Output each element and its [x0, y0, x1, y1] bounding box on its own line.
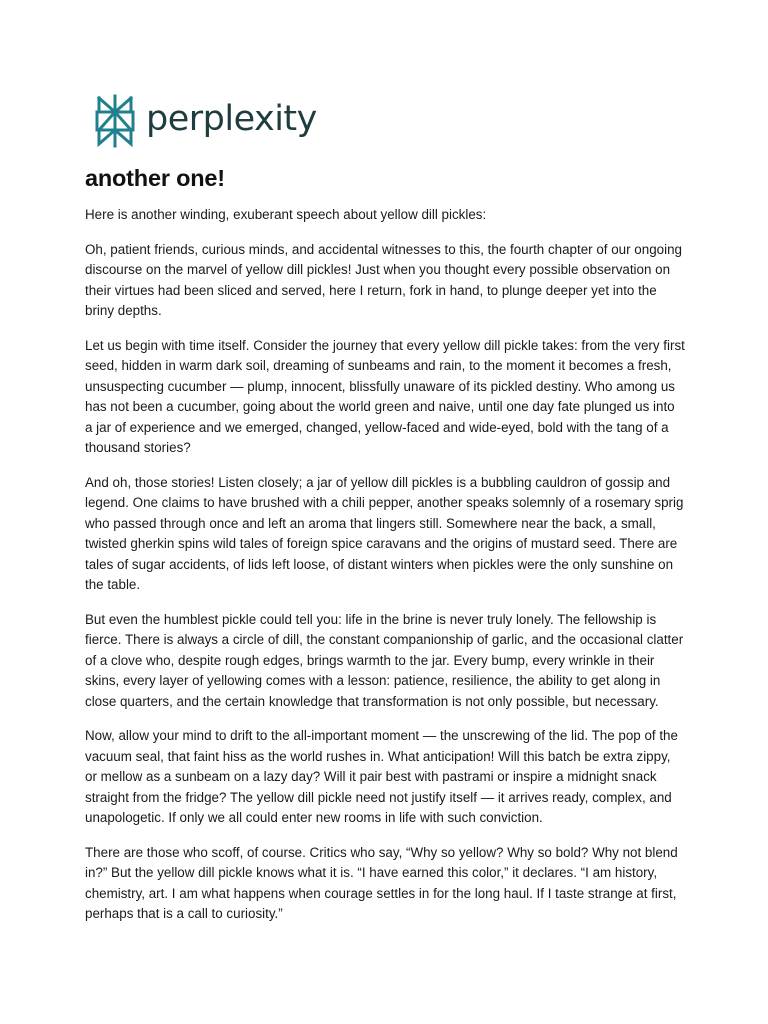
document-body — [85, 205, 685, 939]
paragraph: Oh, patient friends, curious minds, and accidental witnesses to this, the fourth chapter of our ongoing discourse on the marvel of yellow dill pickles! Just when you thought every possible observation on their virtues had been sliced and served, here I return, fork in hand, to plunge deeper yet into the briny depths. — [85, 241, 682, 319]
perplexity-logo-icon — [94, 94, 136, 148]
paragraph: There are those who scoff, of course. Critics who say, “Why so yellow? Why so bold? Why not blend in?” But the yellow dill pickle knows what it is. “I have earned this color,” it declares. “I am history, chemistry, art. I am what happens when courage settles in for the long haul. If I taste strange at first, perhaps that is a call to curiosity.” — [85, 844, 678, 922]
paragraph: But even the humblest pickle could tell you: life in the brine is never truly lonely. The fellowship is fierce. There is always a circle of dill, the constant companionship of garlic, and the occasional clatter of a clove who, despite rough edges, brings warmth to the jar. Every bump, every wrinkle in their skins, every layer of yellowing comes with a lesson: patience, resilience, the ability to get along in close quarters, and the certain knowledge that transformation is not only possible, but necessary. — [85, 611, 684, 709]
paragraph: Now, allow your mind to drift to the all-important moment — the unscrewing of the lid. The pop of the vacuum seal, that faint hiss as the world rushes in. What anticipation! Will this batch be extra zippy, or mellow as a sunbeam on a lazy day? Will it pair best with pastrami or inspire a midnight snack straight from the fridge? The yellow dill pickle need not justify itself — it arrives ready, complex, and unapologetic. If only we all could enter new rooms in life with such conviction. — [85, 728, 678, 826]
paragraph: And oh, those stories! Listen closely; a jar of yellow dill pickles is a bubbling cauldron of gossip and legend. One claims to have brushed with a chili pepper, another speaks solemnly of a rosemary sprig who passed through once and left an aroma that lingers still. Somewhere near the back, a small, twisted gherkin spins wild tales of foreign spice caravans and the origins of mustard seed. There are tales of sugar accidents, of lids left loose, of distant winters when pickles were the only sunshine on the table. — [85, 474, 684, 592]
paragraph-intro: Here is another winding, exuberant speech about yellow dill pickles: — [85, 207, 487, 222]
perplexity-wordmark: perplexity — [146, 98, 317, 139]
perplexity-logo — [94, 94, 317, 148]
document-title: another one! — [85, 165, 225, 191]
paragraph: Let us begin with time itself. Consider the journey that every yellow dill pickle takes: from the very first seed, hidden in warm dark soil, dreaming of sunbeams and rain, to the moment it becomes a fresh, unsuspecting cucumber — plump, innocent, blissfully unaware of its pickled destiny. Who among us has not been a cucumber, going about the world green and naive, until one day fate plunged us into a jar of experience and we emerged, changed, yellow-faced and wide-eyed, bold with the tang of a thousand stories? — [85, 338, 685, 456]
